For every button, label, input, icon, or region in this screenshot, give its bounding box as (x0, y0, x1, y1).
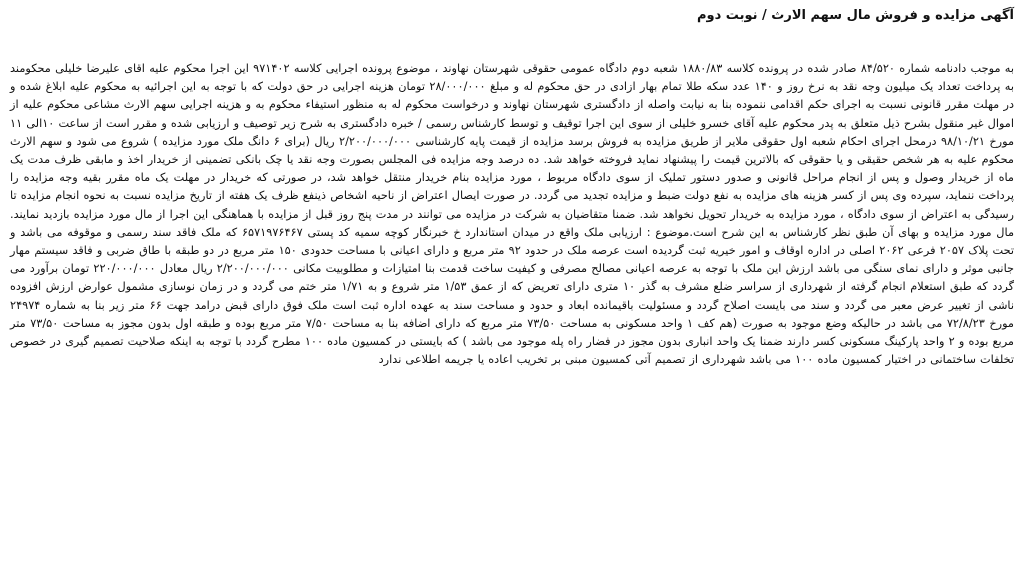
notice-title: آگهی مزایده و فروش مال سهم الارث / نوبت دوم (697, 8, 1014, 23)
notice-body: به موجب دادنامه شماره ۸۴/۵۲۰ صادر شده در پرونده کلاسه ۱۸۸۰/۸۳ شعبه دوم دادگاه عمومی حقوقی شهرستان نهاوند ، موضوع پرونده اجرایی کلاسه ۹۷۱۴۰۲ این اجرا محکوم علیه اقای علیرضا خلیلی محکومند به پرداخت تعداد یک میلیون وجه نقد به نرخ روز و ۱۴۰ عدد سکه طلا تمام بهار ازادی در حق محکوم له و مبلغ ۲۸/۰۰۰/۰۰۰ تومان هزینه اجرایی در حق دولت که با توجه به این اجرائیه به محکوم علیه ابلاغ شده و در مهلت مقرر قانونی نسبت به اجرای حکم اقدامی ننموده بنا به نیابت واصله از دادگستری شهرستان نهاوند و درخواست محکوم له به منظور استیفاء محکوم به و هزینه اجرایی سهم الارث مشاعی محکوم علیه از اموال غیر منقول بشرح ذیل متعلق به پدر محکوم علیه آقای خسرو خلیلی از سوی این اجرا توقیف و توسط کارشناس رسمی / خبره دادگستری به شرح زیر توصیف و ارزیابی شده و مقرر است از ساعت ۱۰الی ۱۱ مورخ ۹۸/۱۰/۲۱ درمحل اجرای احکام شعبه اول حقوقی ملایر از طریق مزایده به فروش برسد مزایده از قیمت پایه کارشناسی ۲/۲۰۰/۰۰۰/۰۰۰ ریال (برای ۶ دانگ ملک مورد مزایده ) شروع می شود و سهم الارث محکوم علیه به هر شخص حقیقی و یا حقوقی که بالاترین قیمت را پیشنهاد نماید فروخته خواهد شد. ده درصد وجه مزایده فی المجلس بصورت وجه نقد یا چک بانکی تضمینی از خریدار اخذ و مابقی ظرف مدت یک ماه از خریدار وصول و پس از انجام مراحل قانونی و صدور دستور تملیک از سوی دادگاه مربوط ، مورد مزایده بنام خریدار منتقل خواهد شد، در صورتی که خریدار در مهلت یک ماه مقرر بقیه وجه مزایده را پرداخت ننماید، سپرده وی پس از کسر هزینه های مزایده به نفع دولت ضبط و مزایده تجدید می گردد. در صورت ایصال اعتراض از ناحیه اشخاص ذینفع ظرف یک هفته از تاریخ مزایده نسبت به نحوه انجام مزایده تا رسیدگی به اعتراض از سوی دادگاه ، مورد مزایده به خریدار تحویل نخواهد شد. ضمنا متقاضیان به شرکت در مزایده می توانند در مدت پنج روز قبل از مزایده با هماهنگی این اجرا از مال مورد مزایده بازدید نمایند. مال مورد مزایده و بهای آن طبق نظر کارشناس به این شرح است.موضوع : ارزیابی ملک واقع در میدان استاندارد خ خبرنگار کوچه سمیه کد پستی ۶۵۷۱۹۷۶۴۶۷ که ملک فاقد سند رسمی و موقوفه می باشد و تحت پلاک ۲۰۵۷ فرعی ۲۰۶۲ اصلی در اداره اوقاف و امور خیریه ثبت گردیده است عرصه ملک در حدود ۹۲ متر مربع و دارای اعیانی با مساحت حدودی ۱۵۰ متر مربع در دو طبقه با طاق ضربی و فاقد سیستم مهار جانبی موثر و دارای نمای سنگی می باشد ارزش این ملک با توجه به عرصه اعیانی مصالح مصرفی و کیفیت ساخت قدمت بنا امتیازات و مطلوبیت مکانی ۲/۲۰۰/۰۰۰/۰۰۰ ریال معادل ۲۲۰/۰۰۰/۰۰۰ تومان برآورد می گردد که طبق استعلام انجام گرفته از شهرداری از سراسر ضلع مشرف به گذر ۱۰ متری دارای تعریض که از عمق ۱/۵۳ متر شروع و به ۱/۷۱ متر ختم می گردد و در زمان نوسازی مشمول عوارض ارزش افزوده ناشی از تغییر عرض معبر می گردد و سند می بایست اصلاح گردد و مسئولیت باقیمانده ابعاد و حدود و مساحت سند به عهده اداره ثبت است ملک فوق دارای قبض درامد جهت ۶۶ متر زیر بنا به شماره ۲۴۹۷۴ مورخ ۷۲/۸/۲۳ می باشد در حالیکه وضع موجود به صورت (هم کف ۱ واحد مسکونی به مساحت ۷۳/۵۰ متر مربع که دارای اضافه بنا به مساحت ۷/۵۰ متر مربع بوده و طبقه اول بدون مجوز به مساحت ۷۳/۵۰ متر مربع بوده و ۲ واحد پارکینگ مسکونی کسر دارند ضمنا یک واحد انباری بدون مجوز در فضار راه پله موجود می باشد ) که بایستی در کمسیون ماده ۱۰۰ مطرح گردد با توجه به اینکه صلاحیت تصمیم گیری در خصوص تخلفات ساختمانی در اختیار کمسیون ماده ۱۰۰ می باشد شهرداری از تصمیم آتی کمسیون مبنی بر تخریب اعاده یا جریمه اطلاعی ندارد (10, 62, 1015, 367)
